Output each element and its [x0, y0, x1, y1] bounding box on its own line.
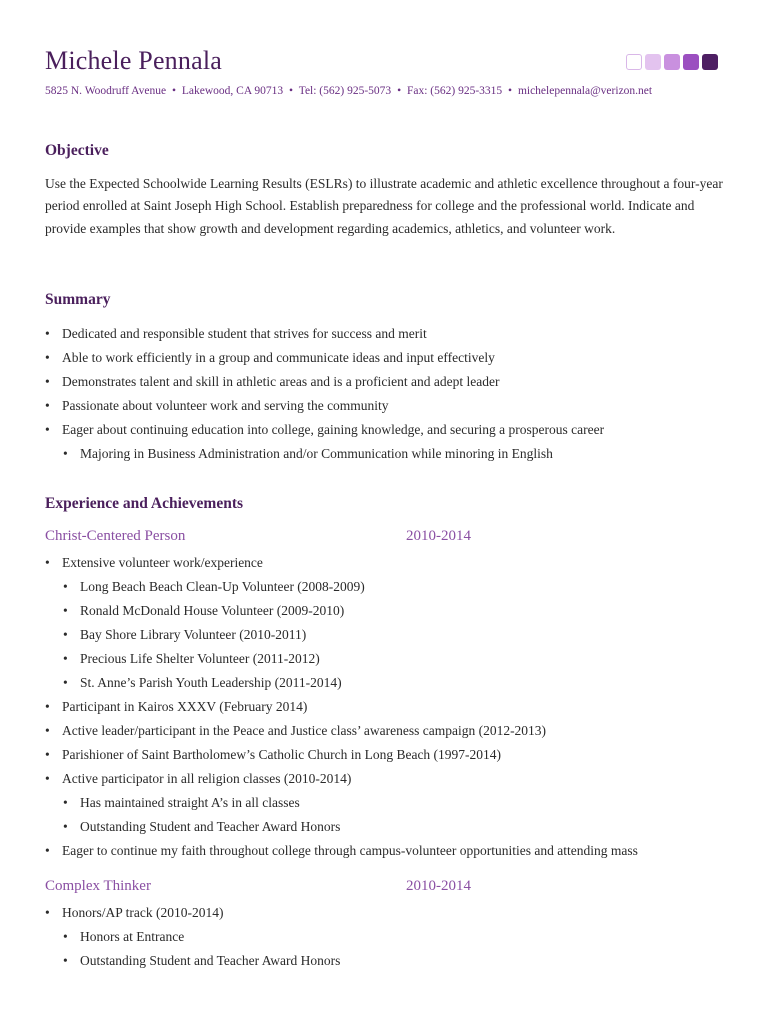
- list-item: • Outstanding Student and Teacher Award Honors: [80, 819, 340, 835]
- square-icon: [683, 54, 699, 70]
- list-item: • Extensive volunteer work/experience: [62, 555, 263, 571]
- objective-text: Use the Expected Schoolwide Learning Results (ESLRs) to illustrate academic and athletic excellence throughout a four-year period enrolled at Saint Joseph High School. Establish preparedness for college and the professional world. Indicate and provide examples that show growth and development regarding academics, athletics, and volunteer work.: [45, 176, 723, 236]
- list-item: • Outstanding Student and Teacher Award Honors: [80, 953, 340, 969]
- list-item: • Eager about continuing education into college, gaining knowledge, and securing a prosperous career: [62, 422, 604, 438]
- list-item: • Long Beach Beach Clean-Up Volunteer (2008-2009): [80, 579, 365, 595]
- list-item: • Active participator in all religion classes (2010-2014): [62, 771, 351, 787]
- square-icon: [664, 54, 680, 70]
- separator-dot: •: [508, 85, 513, 97]
- list-item: • Active leader/participant in the Peace and Justice class’ awareness campaign (2012-2013): [62, 723, 546, 739]
- square-icon: [645, 54, 661, 70]
- resume-name: Michele Pennala: [45, 46, 222, 75]
- list-item: • Parishioner of Saint Bartholomew’s Catholic Church in Long Beach (1997-2014): [62, 747, 501, 763]
- christ-centered-title: Christ-Centered Person: [45, 528, 186, 544]
- list-item: • Majoring in Business Administration and/or Communication while minoring in English: [80, 446, 553, 462]
- list-item: • Able to work efficiently in a group and communicate ideas and input effectively: [62, 350, 495, 366]
- list-item: • Honors/AP track (2010-2014): [62, 905, 223, 921]
- list-item: • Has maintained straight A’s in all classes: [80, 795, 300, 811]
- experience-heading: Experience and Achievements: [45, 495, 244, 512]
- separator-dot: •: [171, 85, 176, 97]
- list-item: • Eager to continue my faith throughout college through campus-volunteer opportunities and attending mass: [62, 843, 638, 859]
- list-item: • St. Anne’s Parish Youth Leadership (2011-2014): [80, 675, 342, 691]
- list-item: • Bay Shore Library Volunteer (2010-2011): [80, 627, 306, 643]
- contact-address: 5825 N. Woodruff Avenue: [45, 85, 167, 97]
- list-item: • Precious Life Shelter Volunteer (2011-2012): [80, 651, 320, 667]
- separator-dot: •: [397, 85, 402, 97]
- list-item: • Honors at Entrance: [80, 929, 184, 945]
- contact-fax: Fax: (562) 925-3315: [406, 85, 503, 97]
- list-item: • Demonstrates talent and skill in athletic areas and is a proficient and adept leader: [62, 374, 499, 390]
- christ-centered-years: 2010-2014: [406, 528, 471, 544]
- contact-email: michelepennala@verizon.net: [517, 85, 653, 97]
- contact-line: [45, 85, 652, 97]
- square-icon: [702, 54, 718, 70]
- contact-tel: Tel: (562) 925-5073: [298, 85, 392, 97]
- complex-thinker-title: Complex Thinker: [45, 878, 151, 894]
- list-item: • Ronald McDonald House Volunteer (2009-2010): [80, 603, 344, 619]
- complex-thinker-years: 2010-2014: [406, 878, 471, 894]
- decorative-squares: [626, 54, 718, 70]
- contact-city: Lakewood, CA 90713: [181, 85, 284, 97]
- objective-heading: Objective: [45, 142, 109, 159]
- list-item: • Participant in Kairos XXXV (February 2014): [62, 699, 307, 715]
- list-item: • Dedicated and responsible student that strives for success and merit: [62, 326, 427, 342]
- separator-dot: •: [289, 85, 294, 97]
- summary-heading: Summary: [45, 291, 111, 308]
- square-icon: [626, 54, 642, 70]
- list-item: • Passionate about volunteer work and serving the community: [62, 398, 389, 414]
